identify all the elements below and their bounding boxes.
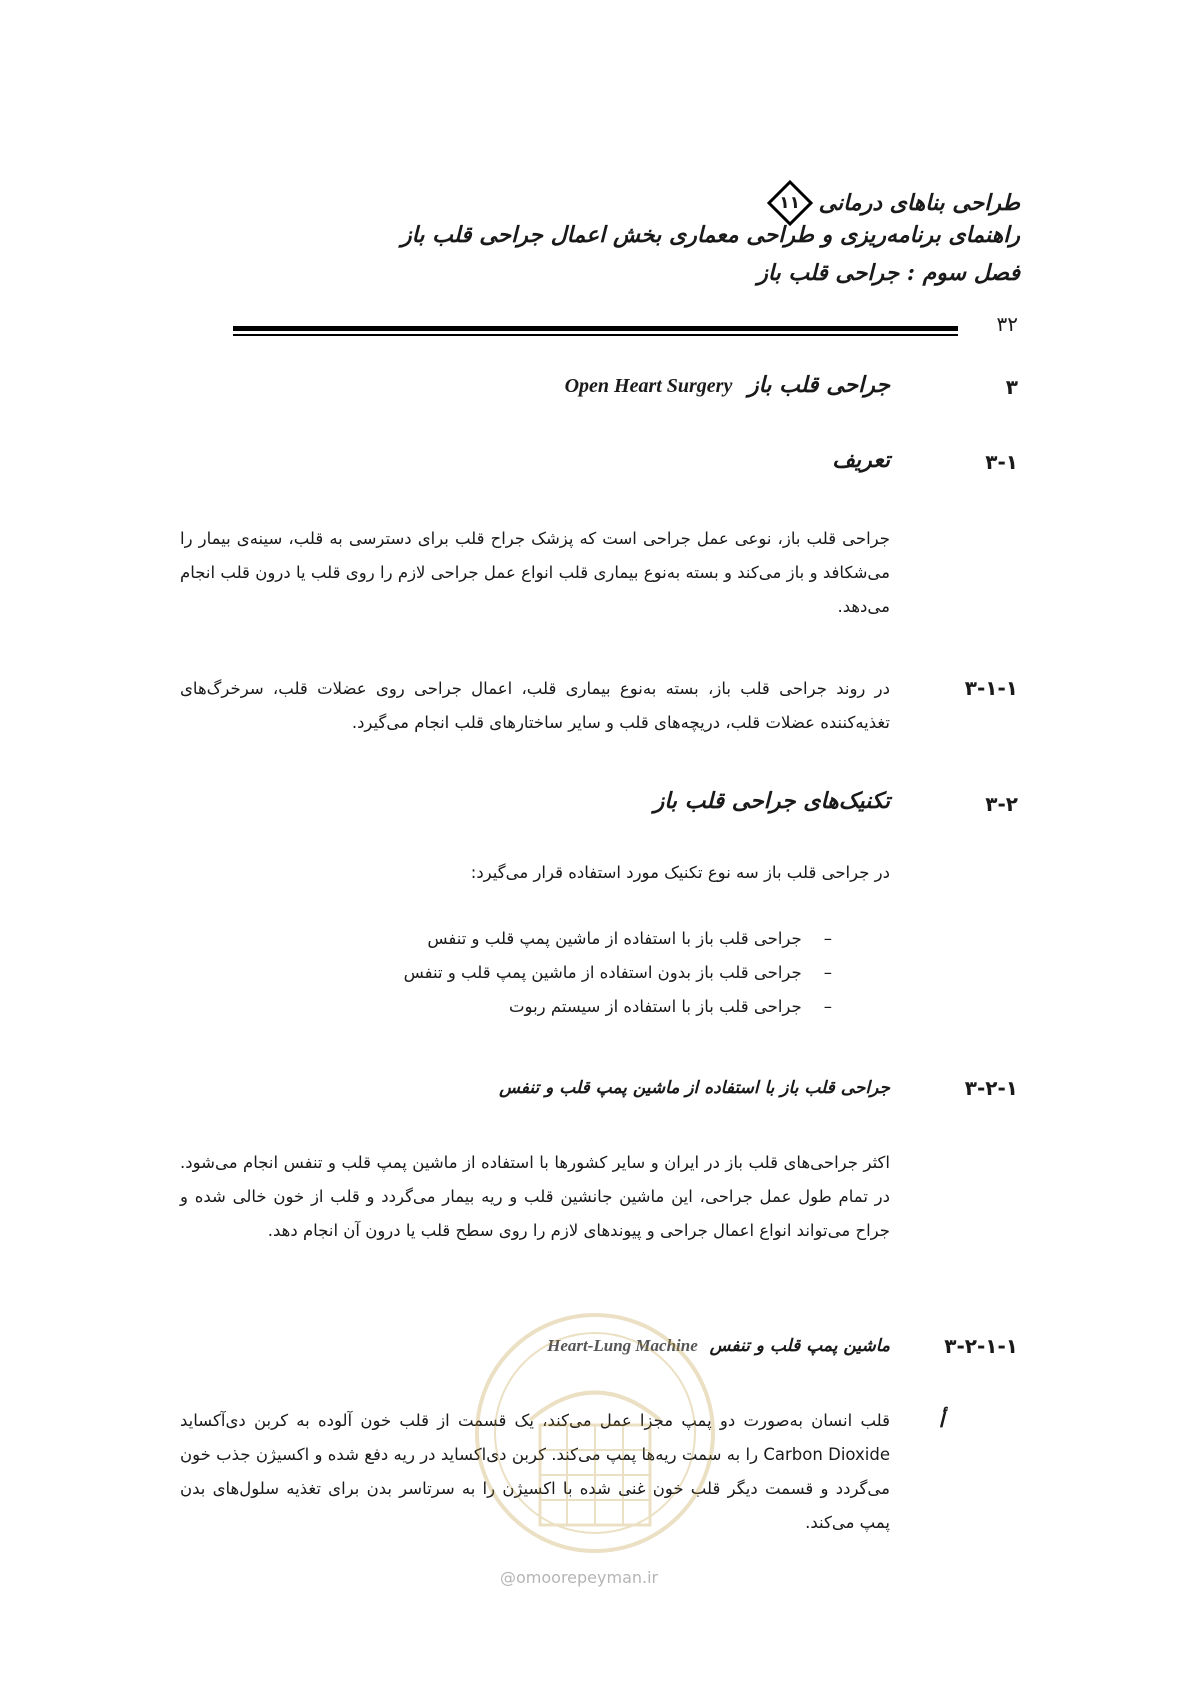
section-title-3-fa: جراحی قلب باز (748, 372, 890, 398)
section-number-3-2-1: ۳-۲-۱ (964, 1076, 1018, 1100)
section-title-3-2-1-1-fa: ماشین پمپ قلب و تنفس (709, 1336, 890, 1356)
section-number-3-2-1-1: ۳-۲-۱-۱ (944, 1334, 1018, 1358)
section-title-3-2-1-1-en: Heart-Lung Machine (547, 1336, 698, 1355)
bullet-dash: – (823, 997, 832, 1016)
bullet-dash: – (823, 929, 832, 948)
list-item (404, 956, 832, 990)
section-number-3-1-1: ۳-۱-۱ (964, 676, 1018, 700)
section-number-3-1: ۳-۱ (985, 450, 1018, 474)
section-title-3-en: Open Heart Surgery (564, 375, 733, 397)
item-a-paragraph: قلب انسان به‌صورت دو پمپ مجزا عمل می‌کند، یک قسمت از قلب خون آلوده به کربن دی‌آکساید Carbon Dioxide را به سمت ریه‌ها پمپ می‌کند. کربن دی‌اکساید در ریه دفع شده و اکسیژن جذب خون می‌گردد و قسمت دیگر قلب خون غنی شده با اکسیژن را به سرتاسر بدن برای تغذیه سلول‌های بدن پمپ می‌کند. (180, 1411, 890, 1532)
techniques-intro: در جراحی قلب باز سه نوع تکنیک مورد استفاده قرار می‌گیرد: (470, 863, 890, 882)
section-title-3 (565, 372, 890, 398)
series-title-line (767, 180, 1020, 226)
section-number-3: ۳ (1005, 375, 1018, 399)
techniques-list (404, 922, 832, 1024)
series-number: ۱۱ (779, 193, 801, 213)
machine-paragraph: اکثر جراحی‌های قلب باز در ایران و سایر کشورها با استفاده از ماشین پمپ قلب و تنفس انجام می‌شود. در تمام طول عمل جراحی، این ماشین جانشین قلب و ریه بیمار می‌گردد و قلب از خون خالی شده و جراح می‌تواند انواع اعمال جراحی و پیوندهای لازم را روی سطح قلب یا درون آن انجام دهد. (180, 1153, 890, 1240)
section-3-1-1-paragraph: در روند جراحی قلب باز، بسته به‌نوع بیماری قلب، اعمال جراحی روی عضلات قلب، سرخرگ‌های تغذیه‌کننده عضلات قلب، دریچه‌های قلب و سایر ساختارهای قلب انجام می‌گیرد. (180, 679, 890, 732)
header-rule-thin (233, 334, 958, 336)
list-item-text: جراحی قلب باز با استفاده از ماشین پمپ قلب و تنفس (427, 929, 802, 948)
list-item-text: جراحی قلب باز با استفاده از سیستم ربوت (509, 997, 802, 1016)
watermark-text: @omoorepeyman.ir (500, 1568, 659, 1587)
section-title-3-1: تعریف (832, 447, 890, 473)
list-item (404, 922, 832, 956)
watermark-logo-icon (470, 1305, 720, 1565)
bullet-dash: – (823, 963, 832, 982)
section-number-3-2: ۳-۲ (985, 792, 1018, 816)
list-item-text: جراحی قلب باز بدون استفاده از ماشین پمپ قلب و تنفس (403, 963, 802, 982)
series-number-badge (767, 180, 813, 226)
series-title: طراحی بناهای درمانی (818, 190, 1020, 216)
section-title-3-2: تکنیک‌های جراحی قلب باز (653, 788, 890, 814)
header-rule-thick (233, 326, 958, 331)
item-letter-a: أ (938, 1408, 944, 1432)
list-item (404, 990, 832, 1024)
definition-paragraph: جراحی قلب باز، نوعی عمل جراحی است که پزشک جراح قلب برای دسترسی به قلب، سینه‌ی بیمار را می‌شکافد و باز می‌کند و بسته به‌نوع بیماری قلب انواع عمل جراحی لازم را روی قلب یا درون قلب انجام می‌دهد. (180, 529, 890, 616)
chapter-title: فصل سوم : جراحی قلب باز (757, 260, 1020, 286)
page-number: ۳۲ (996, 312, 1018, 336)
section-title-3-2-1: جراحی قلب باز با استفاده از ماشین پمپ قلب و تنفس (499, 1078, 890, 1098)
book-title: راهنمای برنامه‌ریزی و طراحی معماری بخش اعمال جراحی قلب باز (401, 222, 1020, 248)
